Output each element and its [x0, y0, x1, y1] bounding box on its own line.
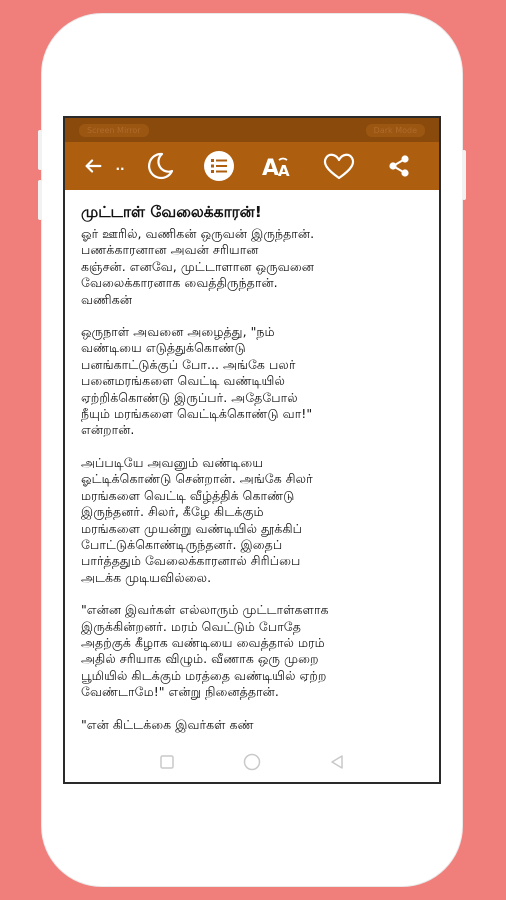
moon-icon — [142, 149, 176, 183]
back-icon[interactable] — [329, 754, 345, 770]
share-button[interactable] — [369, 146, 429, 186]
font-size-icon — [261, 151, 297, 181]
story-paragraph: ஒருநாள் அவனை அழைத்து, "நம் வண்டியை எடுத்துக்கொண்டு பனங்காட்டுக்குப் போ... அங்கே பலர் பனைமரங்களை வெட்டி வண்டியில் ஏற்றிக்கொண்டு இருப்பர். அதேபோல் நீயும் மரங்களை வெட்டிக்கொண்டு வா!" என்றான். — [81, 324, 313, 438]
contents-button[interactable] — [189, 146, 249, 186]
phone-side-button — [38, 130, 42, 170]
phone-side-button — [38, 180, 42, 220]
story-paragraph: ஓர் ஊரில், வணிகன் ஒருவன் இருந்தான். பணக்காரனான அவன் சரியான கஞ்சன். எனவே, முட்டாளான ஒருவனை வேலைக்காரனாக வைத்திருந்தான். வணிகன் — [81, 226, 315, 307]
home-icon[interactable] — [242, 752, 262, 772]
heart-icon — [322, 151, 356, 181]
font-size-button[interactable] — [249, 146, 309, 186]
status-left-text: Screen Mirror — [79, 124, 149, 137]
night-mode-button[interactable] — [129, 146, 189, 186]
story-paragraph: "என்ன இவர்கள் எல்லாரும் முட்டாள்களாக இருக்கின்றனர். மரம் வெட்டும் போதே அதற்குக் கீழாக வண்டியை வைத்தால் மரம் அதில் சரியாக விழும். வீணாக ஒரு முறை பூமியில் கிடக்கும் மரத்தை வண்டியில் ஏற்ற வேண்டாமே!" என்று நினைத்தான். — [81, 602, 329, 700]
favorite-button[interactable] — [309, 146, 369, 186]
story-content — [65, 190, 439, 733]
status-right-text: Dark Mode — [366, 124, 425, 137]
svg-text:A: A — [278, 162, 290, 180]
toolbar — [65, 142, 439, 190]
list-icon — [203, 150, 235, 182]
story-title: முட்டாள் வேலைக்காரன்! — [81, 203, 262, 221]
svg-text:A: A — [262, 156, 280, 181]
system-nav-bar — [65, 742, 439, 782]
recent-apps-icon[interactable] — [159, 754, 175, 770]
phone-side-button — [462, 150, 466, 200]
status-bar — [65, 118, 439, 142]
story-paragraph: அப்படியே அவனும் வண்டியை ஓட்டிக்கொண்டு சென்றான். அங்கே சிலர் மரங்களை வெட்டி வீழ்த்திக் கொண்டு இருந்தனர். சிலர், கீழே கிடக்கும் மரங்களை முயன்று வண்டியில் தூக்கிப் போட்டுக்கொண்டிருந்தனர். இதைப் பார்த்ததும் வேலைக்காரனால் சிரிப்பை அடக்க முடியவில்லை. — [81, 454, 313, 585]
share-icon — [386, 153, 412, 179]
more-indicator: .. — [115, 159, 125, 173]
back-button[interactable] — [75, 146, 111, 186]
app-screen — [63, 116, 441, 784]
back-arrow-icon — [82, 155, 104, 177]
story-paragraph: "என் கிட்டக்கை இவர்கள் கண் — [81, 716, 254, 732]
